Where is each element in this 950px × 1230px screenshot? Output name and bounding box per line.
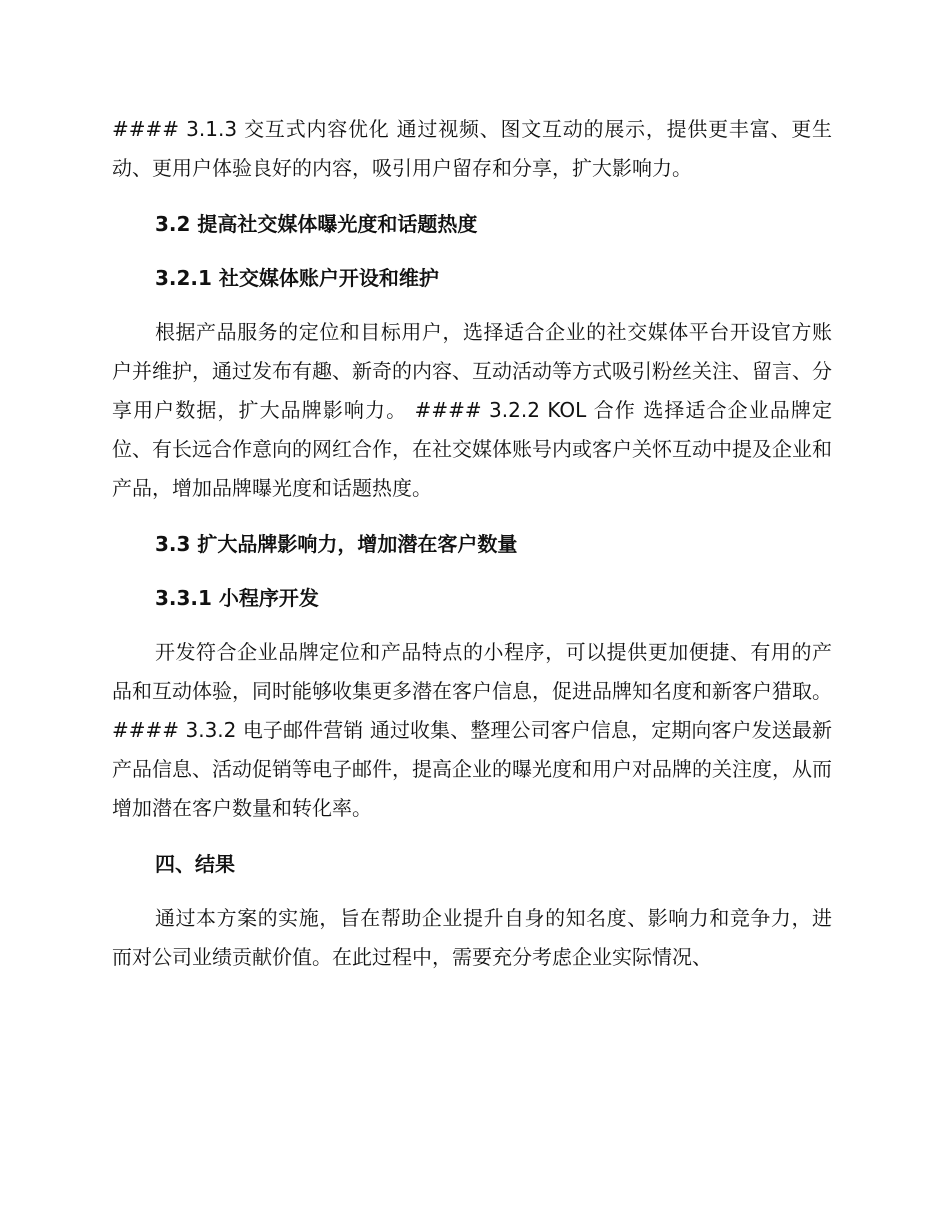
paragraph-3-2: 根据产品服务的定位和目标用户，选择适合企业的社交媒体平台开设官方账户并维护，通过发布有趣、新奇的内容、互动活动等方式吸引粉丝关注、留言、分享用户数据，扩大品牌影响力。 #### 3.2.2 KOL 合作 选择适合企业品牌定位、有长远合作意向的网红合作，在社交媒体账号内或客户关怀互动中提及企业和产品，增加品牌曝光度和话题热度。 xyxy=(112,320,832,500)
paragraph-3-1-3: #### 3.1.3 交互式内容优化 通过视频、图文互动的展示，提供更丰富、更生动、更用户体验良好的内容，吸引用户留存和分享，扩大影响力。 xyxy=(112,117,832,180)
heading-3-2-1: 3.2.1 社交媒体账户开设和维护 xyxy=(155,266,439,290)
paragraph-4: 通过本方案的实施，旨在帮助企业提升自身的知名度、影响力和竞争力，进而对公司业绩贡献价值。在此过程中，需要充分考虑企业实际情况、 xyxy=(112,906,832,969)
document-page xyxy=(112,110,832,977)
heading-4: 四、结果 xyxy=(155,852,235,876)
heading-3-2: 3.2 提高社交媒体曝光度和话题热度 xyxy=(155,212,478,236)
paragraph-3-3: 开发符合企业品牌定位和产品特点的小程序，可以提供更加便捷、有用的产品和互动体验，同时能够收集更多潜在客户信息，促进品牌知名度和新客户猎取。 #### 3.3.2 电子邮件营销 通过收集、整理公司客户信息，定期向客户发送最新产品信息、活动促销等电子邮件，提高企业的曝光度和用户对品牌的关注度，从而增加潜在客户数量和转化率。 xyxy=(112,640,832,820)
heading-3-3: 3.3 扩大品牌影响力，增加潜在客户数量 xyxy=(155,532,518,556)
heading-3-3-1: 3.3.1 小程序开发 xyxy=(155,586,319,610)
